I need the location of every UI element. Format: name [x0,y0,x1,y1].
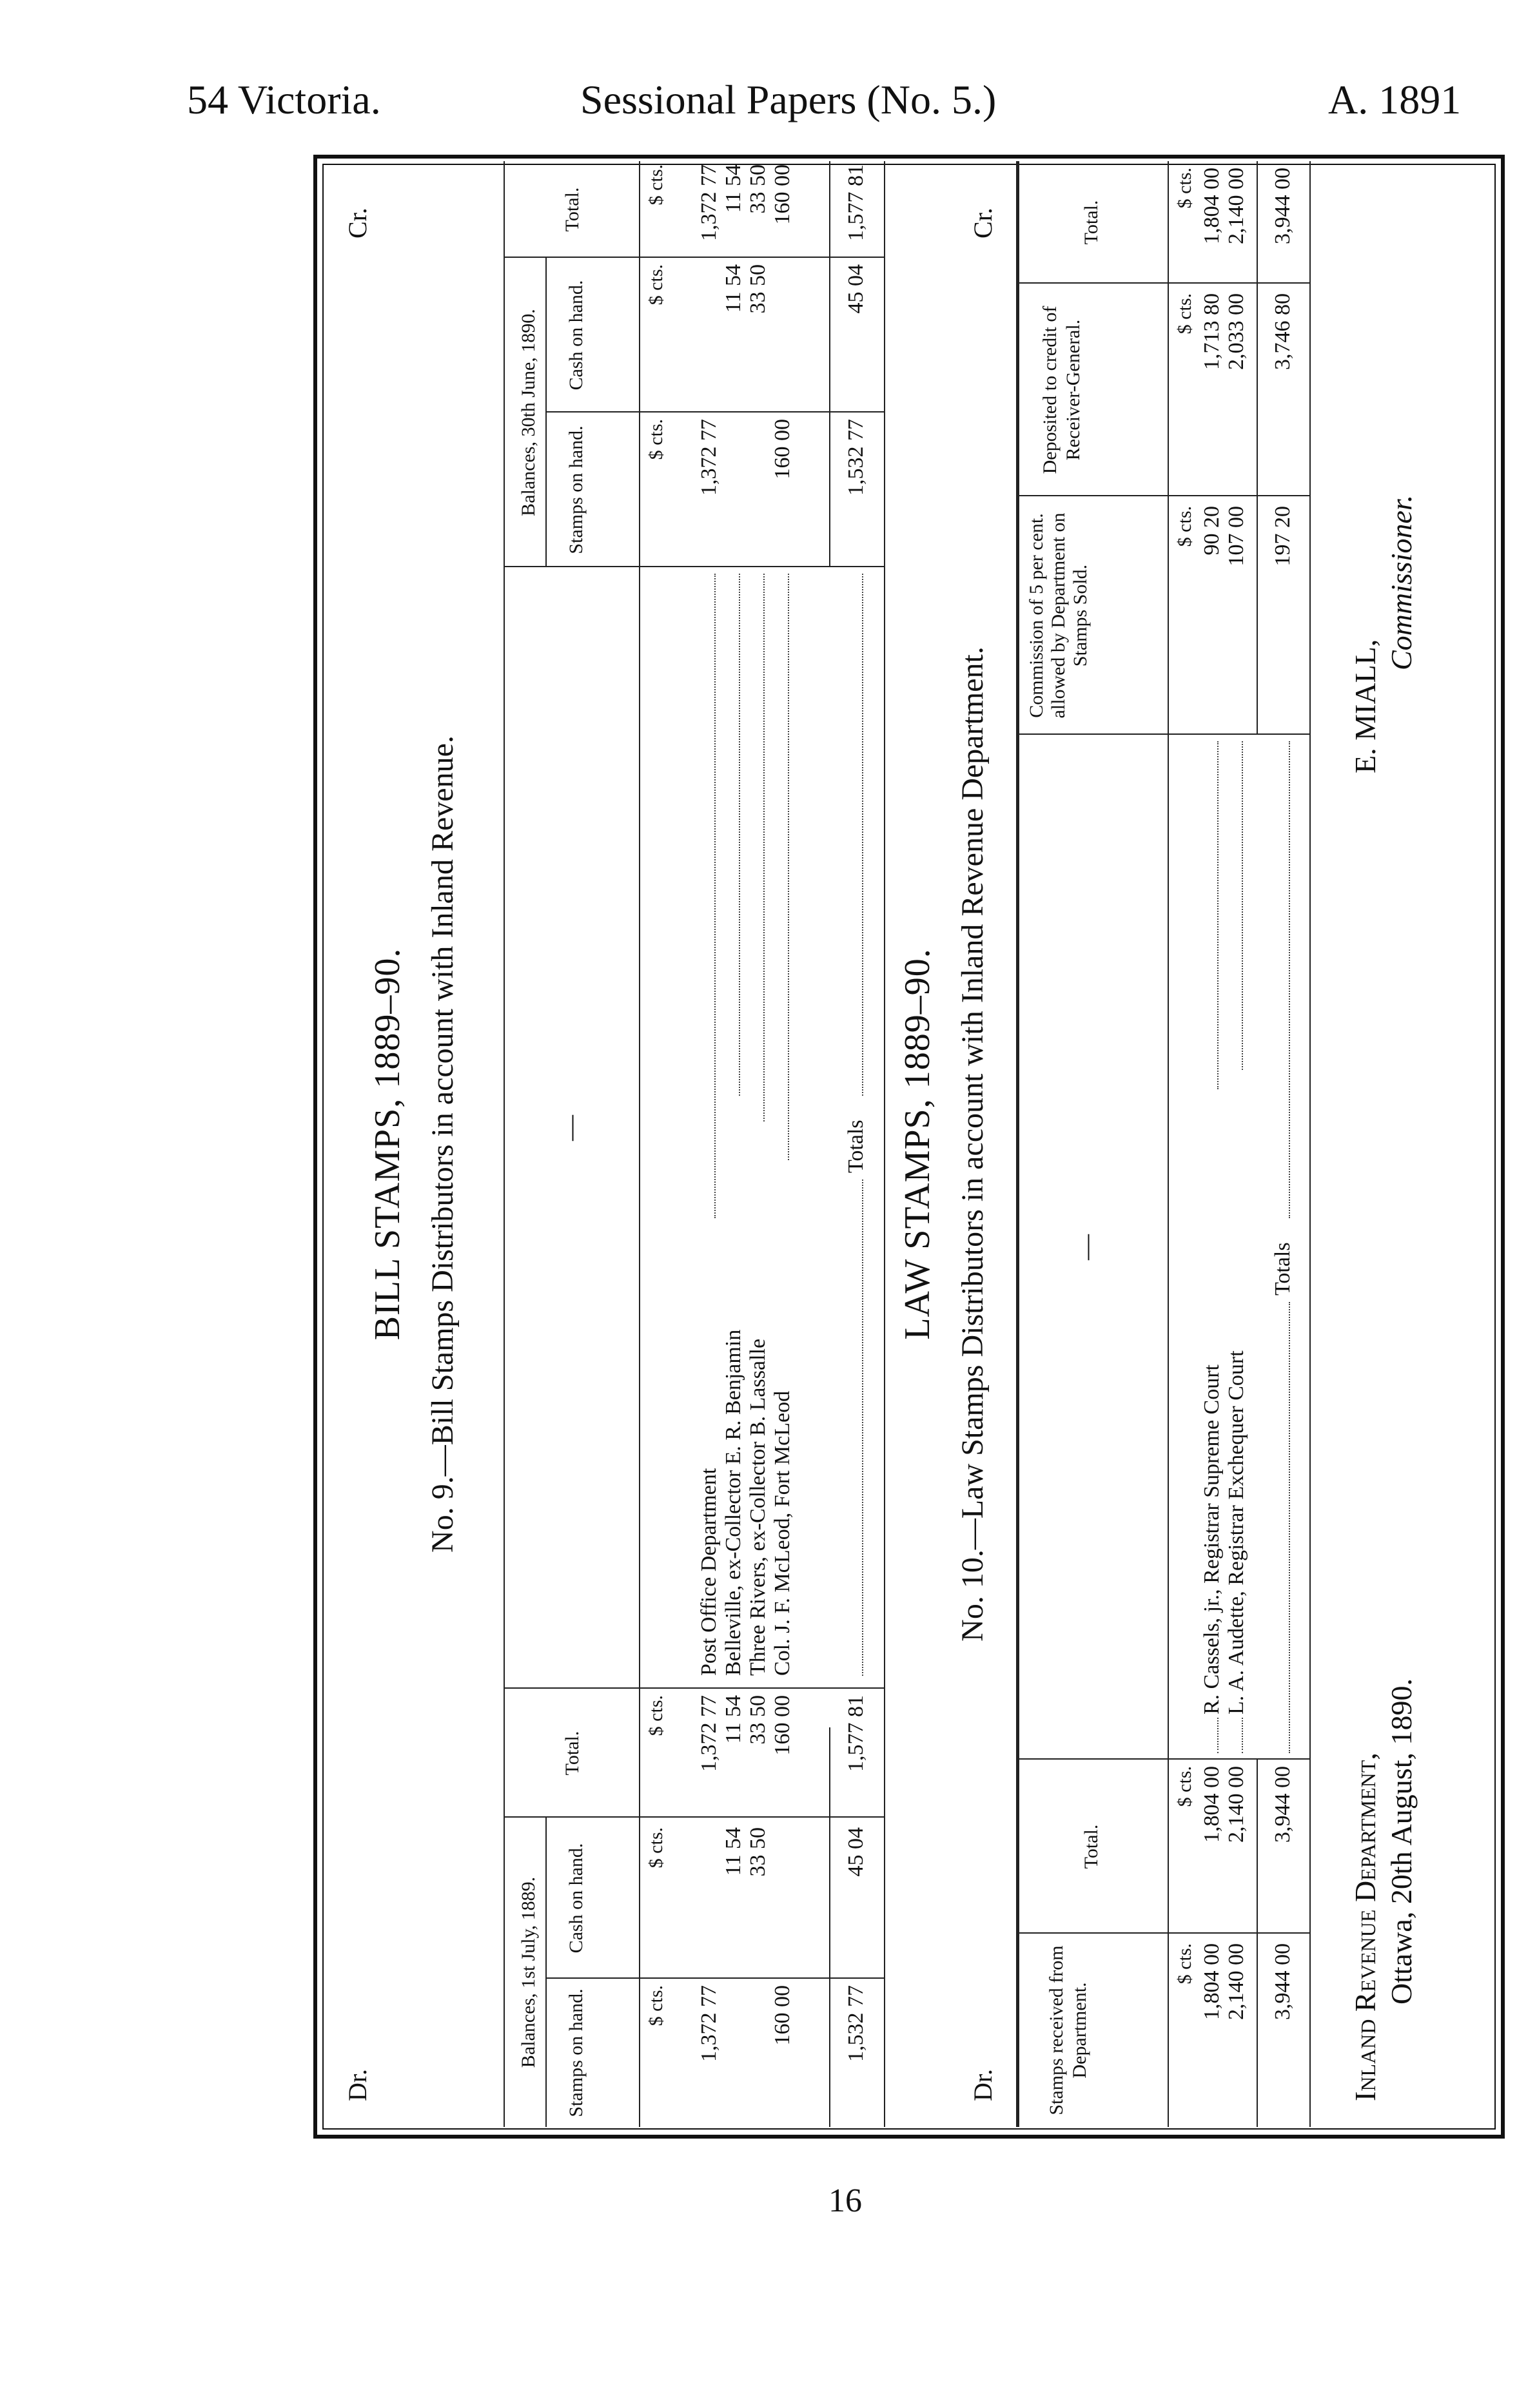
leader-dots [1242,1718,1243,1753]
law-vline [1016,1758,1309,1760]
law-dr-total-header: Total. [1081,1824,1102,1869]
header-volume: 54 Victoria. [187,77,381,122]
law-received-col [1200,1943,1249,2114]
table-cell: 1,372 77 [697,1985,721,2062]
law-unit: $ cts. [1174,168,1195,209]
bill-name-header: — [556,1115,585,1141]
table-cell: 160 00 [770,164,794,225]
bill-dr-total-header: Total. [562,1731,583,1776]
bill-unit: $ cts. [645,1985,667,2026]
law-vline [1016,495,1309,496]
table-cell: 1,804 00 [1200,1943,1224,2020]
header-series: Sessional Papers (No. 5.) [580,77,997,122]
table-cell: 11 54 [721,1695,745,1744]
bill-table-top [504,161,505,2127]
law-vline [1016,733,1309,735]
table-cell: 160 00 [770,419,794,480]
bill-balances-end: Balances, 30th June, 1890. [518,309,539,516]
table-cell [721,1985,746,2114]
law-total-cr-total: 3,944 00 [1271,168,1295,244]
table-cell: 2,140 00 [1224,168,1248,244]
law-title: LAW STAMPS, 1889–90. [897,948,937,1340]
table-cell: 90 20 [1200,506,1224,556]
bill-cr-cash-header: Cash on hand. [565,280,587,391]
bill-total-dr-cash: 45 04 [844,1827,868,1877]
law-dr-total-col [1200,1766,1249,1927]
leader-dots [763,574,765,1121]
bill-dr-cash-col [697,1827,795,1966]
law-table-top [1016,161,1019,2127]
law-commission-header: Commission of 5 per cent. allowed by Department on Stamps Sold. [1026,512,1091,719]
table-cell [746,1985,770,2114]
bill-balances-start: Balances, 1st July, 1889. [518,1876,539,2068]
leader-dots [1242,741,1243,1070]
law-total-commission: 197 20 [1271,506,1295,567]
table-row-name: Col. J. F. McLeod, Fort McLeod [770,1390,794,1676]
law-totals-label: Totals [1271,1242,1295,1296]
signature-department: Inland Revenue Department, [1349,1753,1382,2101]
bill-table-bottom [884,161,885,2127]
leader-dots [788,574,789,1160]
table-cell: 11 54 [721,264,745,313]
table-cell: 1,804 00 [1200,1766,1224,1843]
bill-unit: $ cts. [645,1695,667,1736]
bill-unit: $ cts. [645,419,667,460]
bill-dr-stamps-header: Stamps on hand. [565,1988,587,2117]
page-number: 16 [828,2182,862,2219]
leader-dots [862,574,863,1096]
bill-cr-group-rule [545,258,547,567]
law-cr-total-header: Total. [1081,200,1102,245]
law-dr-label: Dr. [968,2069,997,2101]
law-dr-total-rule [1257,1760,1258,2127]
table-cell: 33 50 [746,1695,770,1745]
table-cell: 2,140 00 [1224,1766,1248,1843]
law-name-header: — [1072,1234,1101,1260]
table-cell: 107 00 [1224,506,1248,567]
bill-total-dr-total: 1,577 81 [844,1695,868,1772]
table-row-name: Belleville, ex-Collector E. R. Benjamin [721,1329,745,1676]
leader-dots [1217,1718,1219,1753]
table-cell: 33 50 [746,264,770,314]
table-row-name: L. A. Audette, Registrar Exchequer Court [1224,1350,1248,1714]
bill-header-bottom [639,161,640,2127]
table-cell [721,419,746,561]
law-deposited-col [1200,293,1249,490]
table-cell [746,419,770,561]
table-cell: 2,140 00 [1224,1943,1248,2020]
law-total-deposited: 3,746 80 [1271,293,1295,370]
table-cell: 1,713 80 [1200,293,1224,370]
table-row-name: R. Cassels, jr., Registrar Supreme Court [1200,1364,1224,1714]
bill-unit: $ cts. [645,1827,667,1869]
law-received-header: Stamps received from Department. [1046,1945,1090,2115]
bill-dr-label: Dr. [343,2069,372,2101]
table-cell: 1,372 77 [697,1695,721,1772]
bill-total-cr-stamps: 1,532 77 [844,419,868,496]
bill-cr-cash-col [697,264,795,406]
table-cell: 160 00 [770,1695,794,1756]
bill-total-cr-cash: 45 04 [844,264,868,314]
law-unit: $ cts. [1174,506,1195,547]
table-row-name: Three Rivers, ex-Collector B. Lassalle [746,1338,770,1676]
table-cell: 11 54 [721,1827,745,1876]
table-cell [697,1827,721,1966]
bill-title: BILL STAMPS, 1889–90. [367,947,407,1341]
bill-vline [504,1816,884,1818]
bill-dr-total-rule [829,1727,830,2127]
header-year: A. 1891 [1328,77,1462,122]
table-cell: 11 54 [721,164,745,213]
bill-unit: $ cts. [645,264,667,306]
table-cell [770,1827,795,1966]
bill-name-col [697,580,795,1676]
bill-total-dr-stamps: 1,532 77 [844,1985,868,2062]
law-unit: $ cts. [1174,1943,1195,1985]
law-vline [1016,282,1309,284]
law-cr-total-rule [1257,161,1258,735]
law-cr-total-col [1200,168,1249,277]
table-cell: 160 00 [770,1985,794,2046]
table-cell: 33 50 [746,164,770,214]
bill-dr-stamps-col [697,1985,795,2114]
table-cell: 2,033 00 [1224,293,1248,370]
bill-vline [545,1977,884,1979]
signature-role: Commissioner. [1385,494,1418,670]
rotated-content [317,161,1490,2127]
signature-name: E. MIALL, [1349,639,1382,773]
law-table-bottom [1309,161,1311,2127]
bill-cr-total-rule [829,161,830,567]
bill-unit: $ cts. [645,164,667,206]
table-cell: 1,372 77 [697,164,721,241]
bill-vline [504,257,884,258]
bill-total-cr-total: 1,577 81 [844,164,868,241]
law-subtitle: No. 10.—Law Stamps Distributors in account with Inland Revenue Department. [955,646,990,1642]
table-row-name: Post Office Department [697,1468,721,1676]
bill-cr-stamps-col [697,419,795,561]
leader-dots [714,574,716,1218]
table-cell: 1,804 00 [1200,168,1224,244]
table-cell: 33 50 [746,1827,770,1877]
bill-dr-group-rule [545,1818,547,2127]
leader-dots [1289,1302,1290,1753]
law-vline [1016,1932,1309,1934]
law-unit: $ cts. [1174,1766,1195,1807]
leader-dots [1217,741,1219,1089]
law-unit: $ cts. [1174,293,1195,335]
law-total-dr-total: 3,944 00 [1271,1766,1295,1843]
law-cr-label: Cr. [968,208,997,238]
bill-dr-total-col [697,1695,795,1811]
leader-dots [862,1180,863,1676]
signature-place-date: Ottawa, 20th August, 1890. [1385,1678,1418,2005]
table-cell: 1,372 77 [697,419,721,496]
bill-cr-total-header: Total. [562,187,583,232]
bill-cr-label: Cr. [343,208,372,238]
table-cell [770,264,795,406]
law-header-bottom [1168,161,1169,2127]
bill-vline [545,411,884,413]
leader-dots [739,574,740,1096]
law-commission-col [1200,506,1249,728]
bill-dr-cash-header: Cash on hand. [565,1843,587,1954]
law-deposited-header: Deposited to credit of Receiver-General. [1039,306,1084,474]
bill-subtitle: No. 9.—Bill Stamps Distributors in account with Inland Revenue. [426,735,460,1553]
bill-cr-total-col [697,164,795,255]
table-cell [697,264,721,406]
leader-dots [1289,741,1290,1218]
bill-totals-label: Totals [844,1120,868,1173]
law-total-received: 3,944 00 [1271,1943,1295,2020]
bill-cr-stamps-header: Stamps on hand. [565,425,587,554]
